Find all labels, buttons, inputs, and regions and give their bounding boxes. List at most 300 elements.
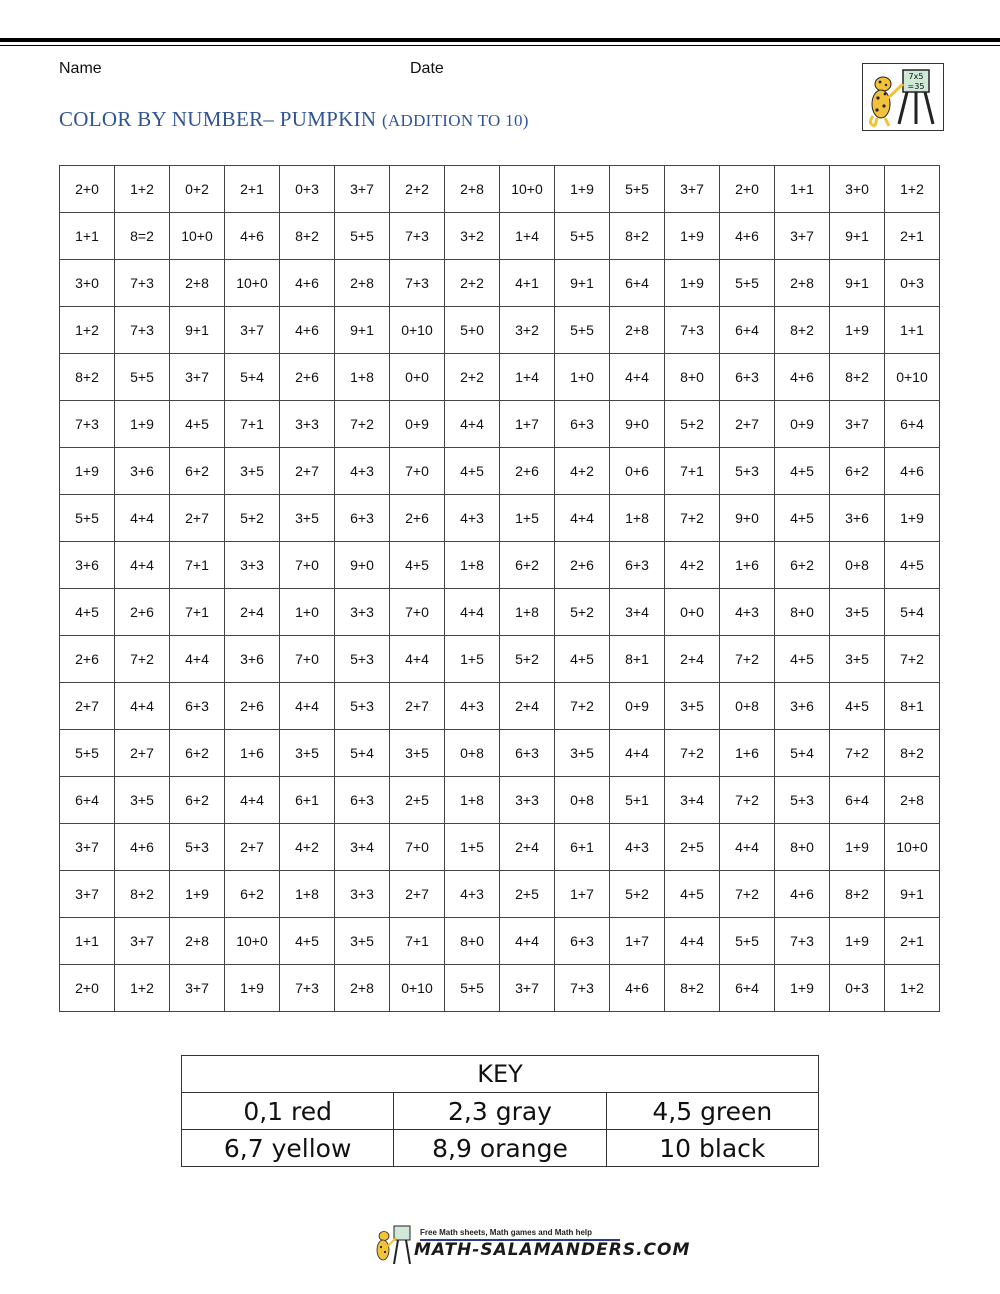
grid-cell[interactable]: 6+3 [555,401,610,448]
grid-cell[interactable]: 1+9 [830,918,885,965]
grid-cell[interactable]: 0+10 [390,307,445,354]
grid-cell[interactable]: 2+1 [225,166,280,213]
grid-cell[interactable]: 2+6 [390,495,445,542]
grid-cell[interactable]: 3+7 [60,871,115,918]
grid-cell[interactable]: 7+2 [830,730,885,777]
board-text-1: 7x5 [908,72,924,81]
grid-cell[interactable]: 5+4 [225,354,280,401]
grid-cell[interactable]: 3+0 [830,166,885,213]
grid-cell[interactable]: 5+5 [335,213,390,260]
grid-cell[interactable]: 1+9 [775,965,830,1012]
grid-cell[interactable]: 4+6 [885,448,940,495]
grid-cell[interactable]: 4+3 [445,871,500,918]
grid-cell[interactable]: 0+9 [390,401,445,448]
grid-cell[interactable]: 3+6 [775,683,830,730]
grid-cell[interactable]: 4+5 [775,448,830,495]
grid-cell[interactable]: 6+2 [830,448,885,495]
grid-cell[interactable]: 1+6 [720,730,775,777]
grid-cell[interactable]: 2+8 [170,260,225,307]
grid-cell[interactable]: 3+5 [830,636,885,683]
grid-cell[interactable]: 4+4 [115,683,170,730]
grid-cell[interactable]: 2+2 [390,166,445,213]
grid-cell[interactable]: 5+2 [500,636,555,683]
grid-cell[interactable]: 3+5 [335,918,390,965]
grid-cell[interactable]: 3+2 [500,307,555,354]
grid-cell[interactable]: 7+1 [170,589,225,636]
grid-cell[interactable]: 4+4 [115,495,170,542]
grid-cell[interactable]: 2+7 [720,401,775,448]
grid-cell[interactable]: 4+3 [445,683,500,730]
grid-cell[interactable]: 7+0 [390,589,445,636]
grid-cell[interactable]: 1+8 [280,871,335,918]
grid-cell[interactable]: 7+2 [115,636,170,683]
grid-cell[interactable]: 5+2 [665,401,720,448]
key-entry-yellow: 6,7 yellow [182,1130,394,1167]
grid-cell[interactable]: 9+1 [830,260,885,307]
grid-cell[interactable]: 2+0 [720,166,775,213]
grid-cell[interactable]: 1+2 [885,965,940,1012]
grid-cell[interactable]: 9+0 [610,401,665,448]
grid-cell[interactable]: 1+7 [610,918,665,965]
grid-cell[interactable]: 3+7 [115,918,170,965]
grid-cell[interactable]: 4+5 [885,542,940,589]
grid-cell[interactable]: 5+5 [555,213,610,260]
grid-cell[interactable]: 1+8 [445,542,500,589]
grid-cell[interactable]: 6+3 [335,777,390,824]
grid-cell[interactable]: 1+0 [555,354,610,401]
grid-cell[interactable]: 4+6 [775,354,830,401]
grid-cell[interactable]: 4+6 [720,213,775,260]
grid-cell[interactable]: 4+2 [280,824,335,871]
grid-cell[interactable]: 4+4 [445,589,500,636]
grid-cell[interactable]: 7+2 [885,636,940,683]
grid-cell[interactable]: 2+2 [445,260,500,307]
grid-cell[interactable]: 5+5 [115,354,170,401]
grid-cell[interactable]: 5+2 [225,495,280,542]
grid-cell[interactable]: 7+2 [555,683,610,730]
grid-cell[interactable]: 3+7 [170,354,225,401]
grid-cell[interactable]: 2+7 [60,683,115,730]
grid-cell[interactable]: 1+9 [225,965,280,1012]
grid-cell[interactable]: 8+0 [775,824,830,871]
grid-cell[interactable]: 8+2 [665,965,720,1012]
grid-cell[interactable]: 4+5 [390,542,445,589]
grid-cell[interactable]: 4+3 [445,495,500,542]
grid-cell[interactable]: 3+5 [665,683,720,730]
grid-cell[interactable]: 4+5 [830,683,885,730]
grid-cell[interactable]: 0+9 [775,401,830,448]
grid-cell[interactable]: 4+5 [60,589,115,636]
grid-cell[interactable]: 1+2 [115,166,170,213]
grid-cell[interactable]: 3+7 [60,824,115,871]
grid-cell[interactable]: 2+7 [390,683,445,730]
key-row [182,1130,819,1167]
grid-cell[interactable]: 8+2 [885,730,940,777]
grid-cell[interactable]: 2+8 [445,166,500,213]
grid-cell[interactable]: 6+2 [170,777,225,824]
grid-cell[interactable]: 2+8 [775,260,830,307]
grid-cell[interactable]: 4+5 [445,448,500,495]
grid-cell[interactable]: 2+0 [60,965,115,1012]
grid-cell[interactable]: 3+3 [500,777,555,824]
grid-cell[interactable]: 8+2 [60,354,115,401]
grid-cell[interactable]: 4+4 [610,354,665,401]
grid-cell[interactable]: 7+3 [390,213,445,260]
grid-cell[interactable]: 1+8 [445,777,500,824]
grid-cell[interactable]: 0+0 [390,354,445,401]
grid-row [60,965,940,1012]
grid-cell[interactable]: 9+0 [335,542,390,589]
grid-cell[interactable]: 5+5 [555,307,610,354]
grid-cell[interactable]: 4+5 [555,636,610,683]
grid-cell[interactable]: 4+4 [225,777,280,824]
grid-cell[interactable]: 5+2 [555,589,610,636]
grid-cell[interactable]: 8+2 [115,871,170,918]
grid-cell[interactable]: 4+5 [775,495,830,542]
grid-cell[interactable]: 1+4 [500,213,555,260]
grid-cell[interactable]: 0+3 [830,965,885,1012]
grid-cell[interactable]: 3+2 [445,213,500,260]
grid-cell[interactable]: 5+3 [775,777,830,824]
grid-cell[interactable]: 1+5 [500,495,555,542]
grid-cell[interactable]: 5+4 [775,730,830,777]
grid-cell[interactable]: 7+3 [115,307,170,354]
grid-cell[interactable]: 5+0 [445,307,500,354]
grid-cell[interactable]: 3+7 [500,965,555,1012]
grid-cell[interactable]: 1+6 [225,730,280,777]
grid-cell[interactable]: 3+5 [280,730,335,777]
grid-cell[interactable]: 7+3 [60,401,115,448]
grid-cell[interactable]: 1+1 [60,213,115,260]
grid-cell[interactable]: 5+5 [720,260,775,307]
grid-cell[interactable]: 3+4 [665,777,720,824]
grid-cell[interactable]: 5+3 [335,683,390,730]
grid-cell[interactable]: 6+3 [500,730,555,777]
grid-cell[interactable]: 8+2 [775,307,830,354]
grid-cell[interactable]: 7+2 [335,401,390,448]
grid-cell[interactable]: 4+6 [280,260,335,307]
grid-cell[interactable]: 5+1 [610,777,665,824]
grid-cell[interactable]: 2+8 [170,918,225,965]
grid-cell[interactable]: 10+0 [500,166,555,213]
grid-cell[interactable]: 1+2 [885,166,940,213]
grid-cell[interactable]: 6+4 [60,777,115,824]
grid-cell[interactable]: 7+3 [775,918,830,965]
grid-cell[interactable]: 2+6 [115,589,170,636]
grid-cell[interactable]: 2+2 [445,354,500,401]
grid-cell[interactable]: 3+7 [170,965,225,1012]
grid-cell[interactable]: 3+5 [555,730,610,777]
grid-cell[interactable]: 1+9 [885,495,940,542]
grid-cell[interactable]: 1+5 [445,824,500,871]
grid-cell[interactable]: 1+2 [115,965,170,1012]
grid-cell[interactable]: 0+9 [610,683,665,730]
grid-cell[interactable]: 7+3 [280,965,335,1012]
grid-cell[interactable]: 10+0 [885,824,940,871]
grid-cell[interactable]: 6+2 [170,730,225,777]
grid-cell[interactable]: 2+6 [555,542,610,589]
grid-cell[interactable]: 2+7 [170,495,225,542]
grid-cell[interactable]: 3+5 [280,495,335,542]
grid-cell[interactable]: 4+2 [665,542,720,589]
grid-cell[interactable]: 6+4 [830,777,885,824]
grid-cell[interactable]: 7+2 [720,777,775,824]
grid-cell[interactable]: 7+1 [225,401,280,448]
grid-cell[interactable]: 6+4 [885,401,940,448]
grid-cell[interactable]: 1+8 [335,354,390,401]
grid-cell[interactable]: 1+7 [555,871,610,918]
grid-cell[interactable]: 2+5 [665,824,720,871]
grid-cell[interactable]: 10+0 [170,213,225,260]
grid-cell[interactable]: 1+7 [500,401,555,448]
grid-cell[interactable]: 1+8 [500,589,555,636]
grid-cell[interactable]: 2+4 [225,589,280,636]
grid-cell[interactable]: 3+7 [775,213,830,260]
grid-cell[interactable]: 5+3 [170,824,225,871]
grid-cell[interactable]: 7+1 [390,918,445,965]
grid-cell[interactable]: 2+1 [885,918,940,965]
grid-cell[interactable]: 2+7 [280,448,335,495]
grid-cell[interactable]: 4+5 [280,918,335,965]
grid-cell[interactable]: 0+8 [555,777,610,824]
grid-cell[interactable]: 9+1 [555,260,610,307]
grid-cell[interactable]: 5+4 [335,730,390,777]
grid-cell[interactable]: 3+3 [280,401,335,448]
grid-cell[interactable]: 5+4 [885,589,940,636]
grid-cell[interactable]: 2+4 [665,636,720,683]
grid-cell[interactable]: 7+2 [720,871,775,918]
grid-cell[interactable]: 3+6 [115,448,170,495]
grid-cell[interactable]: 2+6 [60,636,115,683]
grid-cell[interactable]: 1+9 [665,260,720,307]
grid-cell[interactable]: 6+2 [225,871,280,918]
grid-cell[interactable]: 2+0 [60,166,115,213]
grid-cell[interactable]: 6+4 [610,260,665,307]
grid-row [60,213,940,260]
grid-cell[interactable]: 1+9 [115,401,170,448]
grid-cell[interactable]: 3+4 [335,824,390,871]
grid-cell[interactable]: 1+5 [445,636,500,683]
grid-cell[interactable]: 1+2 [60,307,115,354]
grid-cell[interactable]: 9+1 [170,307,225,354]
grid-cell[interactable]: 7+1 [170,542,225,589]
grid-cell[interactable]: 1+1 [775,166,830,213]
grid-cell[interactable]: 2+7 [225,824,280,871]
grid-cell[interactable]: 3+5 [390,730,445,777]
grid-row [60,871,940,918]
grid-cell[interactable]: 0+8 [445,730,500,777]
grid-cell[interactable]: 6+2 [500,542,555,589]
grid-cell[interactable]: 9+1 [335,307,390,354]
grid-cell[interactable]: 7+0 [390,448,445,495]
grid-cell[interactable]: 3+6 [830,495,885,542]
grid-cell[interactable]: 4+3 [720,589,775,636]
grid-cell[interactable]: 4+4 [555,495,610,542]
grid-cell[interactable]: 3+7 [225,307,280,354]
grid-cell[interactable]: 2+1 [885,213,940,260]
grid-cell[interactable]: 0+10 [885,354,940,401]
grid-cell[interactable]: 4+3 [335,448,390,495]
grid-cell[interactable]: 3+7 [335,166,390,213]
grid-cell[interactable]: 10+0 [225,260,280,307]
grid-cell[interactable]: 8+1 [885,683,940,730]
grid-cell[interactable]: 1+9 [665,213,720,260]
grid-cell[interactable]: 4+5 [665,871,720,918]
grid-cell[interactable]: 6+3 [720,354,775,401]
grid-cell[interactable]: 1+9 [60,448,115,495]
grid-cell[interactable]: 1+1 [885,307,940,354]
grid-cell[interactable]: 2+5 [390,777,445,824]
grid-cell[interactable]: 6+3 [610,542,665,589]
grid-cell[interactable]: 2+6 [500,448,555,495]
grid-cell[interactable]: 4+4 [170,636,225,683]
grid-cell[interactable]: 4+6 [610,965,665,1012]
grid-cell[interactable]: 4+4 [390,636,445,683]
grid-cell[interactable]: 6+3 [170,683,225,730]
grid-cell[interactable]: 1+9 [555,166,610,213]
grid-cell[interactable]: 5+3 [720,448,775,495]
grid-cell[interactable]: 7+2 [720,636,775,683]
grid-cell[interactable]: 2+8 [335,260,390,307]
grid-cell[interactable]: 9+1 [830,213,885,260]
grid-cell[interactable]: 3+7 [665,166,720,213]
grid-cell[interactable]: 7+2 [665,730,720,777]
grid-cell[interactable]: 7+0 [280,542,335,589]
grid-cell[interactable]: 6+2 [775,542,830,589]
grid-cell[interactable]: 6+3 [335,495,390,542]
grid-cell[interactable]: 0+3 [280,166,335,213]
grid-row [60,824,940,871]
grid-cell[interactable]: 6+4 [720,965,775,1012]
grid-cell[interactable]: 3+3 [225,542,280,589]
grid-row [60,354,940,401]
grid-cell[interactable]: 5+5 [60,730,115,777]
grid-cell[interactable]: 3+5 [225,448,280,495]
grid-cell[interactable]: 2+8 [335,965,390,1012]
grid-cell[interactable]: 3+0 [60,260,115,307]
grid-cell[interactable]: 1+9 [830,824,885,871]
key-entry-orange: 8,9 orange [394,1130,606,1167]
grid-cell[interactable]: 9+0 [720,495,775,542]
grid-cell[interactable]: 0+2 [170,166,225,213]
grid-cell[interactable]: 2+5 [500,871,555,918]
grid-cell[interactable]: 2+7 [390,871,445,918]
grid-cell[interactable]: 2+4 [500,824,555,871]
grid-cell[interactable]: 6+3 [555,918,610,965]
grid-cell[interactable]: 1+9 [830,307,885,354]
grid-cell[interactable]: 4+1 [500,260,555,307]
grid-cell[interactable]: 0+3 [885,260,940,307]
grid-cell[interactable]: 4+2 [555,448,610,495]
grid-cell[interactable]: 2+7 [115,730,170,777]
grid-cell[interactable]: 0+0 [665,589,720,636]
grid-cell[interactable]: 4+4 [115,542,170,589]
grid-cell[interactable]: 3+4 [610,589,665,636]
grid-cell[interactable]: 5+3 [335,636,390,683]
grid-cell[interactable]: 5+5 [60,495,115,542]
grid-cell[interactable]: 1+6 [720,542,775,589]
grid-cell[interactable]: 2+6 [280,354,335,401]
grid-cell[interactable]: 8+1 [610,636,665,683]
grid-cell[interactable]: 2+8 [885,777,940,824]
grid-cell[interactable]: 7+3 [555,965,610,1012]
grid-cell[interactable]: 8+2 [280,213,335,260]
grid-cell[interactable]: 3+5 [115,777,170,824]
grid-cell[interactable]: 7+3 [665,307,720,354]
grid-cell[interactable]: 3+3 [335,589,390,636]
grid-cell[interactable]: 4+6 [280,307,335,354]
grid-cell[interactable]: 1+9 [170,871,225,918]
grid-cell[interactable]: 8+0 [775,589,830,636]
grid-cell[interactable]: 0+10 [390,965,445,1012]
grid-cell[interactable]: 7+2 [665,495,720,542]
grid-cell[interactable]: 4+4 [665,918,720,965]
grid-cell[interactable]: 3+6 [225,636,280,683]
grid-cell[interactable]: 0+8 [720,683,775,730]
grid-cell[interactable]: 0+8 [830,542,885,589]
grid-row [60,166,940,213]
grid-cell[interactable]: 4+3 [610,824,665,871]
grid-cell[interactable]: 1+4 [500,354,555,401]
grid-cell[interactable]: 7+1 [665,448,720,495]
grid-cell[interactable]: 4+4 [280,683,335,730]
grid-cell[interactable]: 4+6 [225,213,280,260]
grid-cell[interactable]: 9+1 [885,871,940,918]
grid-cell[interactable]: 2+4 [500,683,555,730]
grid-cell[interactable]: 3+3 [335,871,390,918]
grid-cell[interactable]: 7+3 [390,260,445,307]
grid-cell[interactable]: 4+5 [170,401,225,448]
grid-cell[interactable]: 1+8 [610,495,665,542]
grid-cell[interactable]: 8+0 [445,918,500,965]
grid-cell[interactable]: 1+0 [280,589,335,636]
grid-cell[interactable]: 2+6 [225,683,280,730]
grid-cell[interactable]: 6+2 [170,448,225,495]
grid-cell[interactable]: 4+4 [445,401,500,448]
grid-cell[interactable]: 8=2 [115,213,170,260]
grid-cell[interactable]: 5+5 [720,918,775,965]
grid-cell[interactable]: 1+1 [60,918,115,965]
grid-cell[interactable]: 0+6 [610,448,665,495]
grid-cell[interactable]: 3+6 [60,542,115,589]
grid-cell[interactable]: 5+2 [610,871,665,918]
grid-row [60,730,940,777]
grid-cell[interactable]: 4+5 [775,636,830,683]
grid-cell[interactable]: 3+7 [830,401,885,448]
grid-cell[interactable]: 7+0 [280,636,335,683]
grid-cell[interactable]: 3+5 [830,589,885,636]
grid-cell[interactable]: 7+0 [390,824,445,871]
name-label: Name [59,60,102,77]
grid-cell[interactable]: 4+4 [500,918,555,965]
grid-cell[interactable]: 5+5 [610,166,665,213]
grid-cell[interactable]: 6+1 [555,824,610,871]
grid-cell[interactable]: 8+0 [665,354,720,401]
grid-cell[interactable]: 5+5 [445,965,500,1012]
grid-cell[interactable]: 4+6 [115,824,170,871]
grid-cell[interactable]: 6+1 [280,777,335,824]
grid-cell[interactable]: 8+2 [610,213,665,260]
grid-cell[interactable]: 6+4 [720,307,775,354]
grid-cell[interactable]: 8+2 [830,871,885,918]
grid-cell[interactable]: 10+0 [225,918,280,965]
grid-cell[interactable]: 4+4 [720,824,775,871]
grid-cell[interactable]: 8+2 [830,354,885,401]
grid-cell[interactable]: 4+4 [610,730,665,777]
grid-cell[interactable]: 4+6 [775,871,830,918]
grid-cell[interactable]: 2+8 [610,307,665,354]
grid-cell[interactable]: 7+3 [115,260,170,307]
